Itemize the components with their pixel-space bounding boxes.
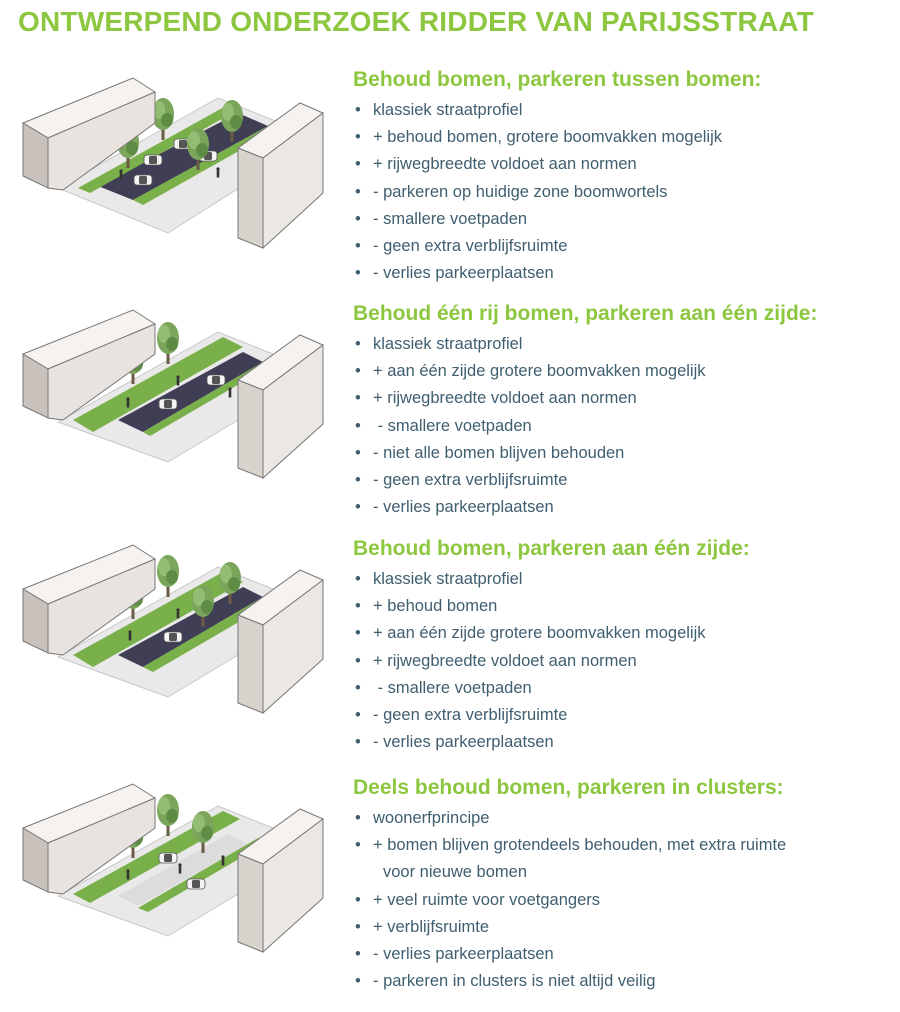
street-illustration (18, 302, 328, 482)
list-item: • - smallere voetpaden (355, 678, 532, 697)
street-illustration (18, 776, 328, 956)
list-item: • klassiek straatprofiel (355, 570, 523, 588)
list-item: • - verlies parkeerplaatsen (355, 733, 554, 752)
list-item: • + rijwegbreedte voldoet aan normen (355, 389, 637, 408)
list-item: • + veel ruimte voor voetgangers (355, 890, 600, 909)
list-item: • klassiek straatprofiel (355, 101, 523, 119)
street-illustration (18, 537, 328, 717)
list-item: • - smallere voetpaden (355, 416, 532, 435)
list-item: • + rijwegbreedte voldoet aan normen (355, 651, 637, 670)
bullet-list (355, 97, 722, 287)
list-item: • - geen extra verblijfsruimte (355, 237, 568, 256)
list-item: • - niet alle bomen blijven behouden (355, 443, 625, 462)
section-title: Behoud bomen, parkeren tussen bomen: (353, 68, 762, 91)
list-item: • + aan één zijde grotere boomvakken mogelijk (355, 362, 706, 381)
street-illustration (18, 68, 328, 253)
section-title: Behoud één rij bomen, parkeren aan één zijde: (353, 302, 818, 325)
list-item: • - verlies parkeerplaatsen (355, 945, 554, 964)
bullet-list (355, 805, 786, 995)
list-item: • + aan één zijde grotere boomvakken mogelijk (355, 624, 706, 643)
section-title: Behoud bomen, parkeren aan één zijde: (353, 537, 750, 560)
list-item: • - verlies parkeerplaatsen (355, 264, 554, 283)
list-item: • - smallere voetpaden (355, 209, 528, 228)
list-item: • - parkeren in clusters is niet altijd veilig (355, 972, 656, 991)
list-item: • klassiek straatprofiel (355, 335, 523, 353)
bullet-list (355, 566, 706, 756)
list-item: • + behoud bomen (355, 597, 498, 616)
list-item: • - geen extra verblijfsruimte (355, 706, 568, 725)
list-item: • + verblijfsruimte (355, 917, 489, 936)
list-item: • + rijwegbreedte voldoet aan normen (355, 155, 637, 174)
bullet-list (355, 331, 706, 521)
list-item: voor nieuwe bomen (383, 863, 528, 882)
list-item: • woonerfprincipe (355, 809, 490, 827)
list-item: • - parkeren op huidige zone boomwortels (355, 182, 668, 201)
list-item: • + behoud bomen, grotere boomvakken mogelijk (355, 128, 723, 147)
list-item: • - geen extra verblijfsruimte (355, 471, 568, 490)
list-item: • - verlies parkeerplaatsen (355, 498, 554, 517)
list-item: • + bomen blijven grotendeels behouden, met extra ruimte (355, 836, 787, 855)
page-title: ONTWERPEND ONDERZOEK RIDDER VAN PARIJSSTRAAT (18, 6, 814, 37)
section-title: Deels behoud bomen, parkeren in clusters: (353, 776, 784, 799)
